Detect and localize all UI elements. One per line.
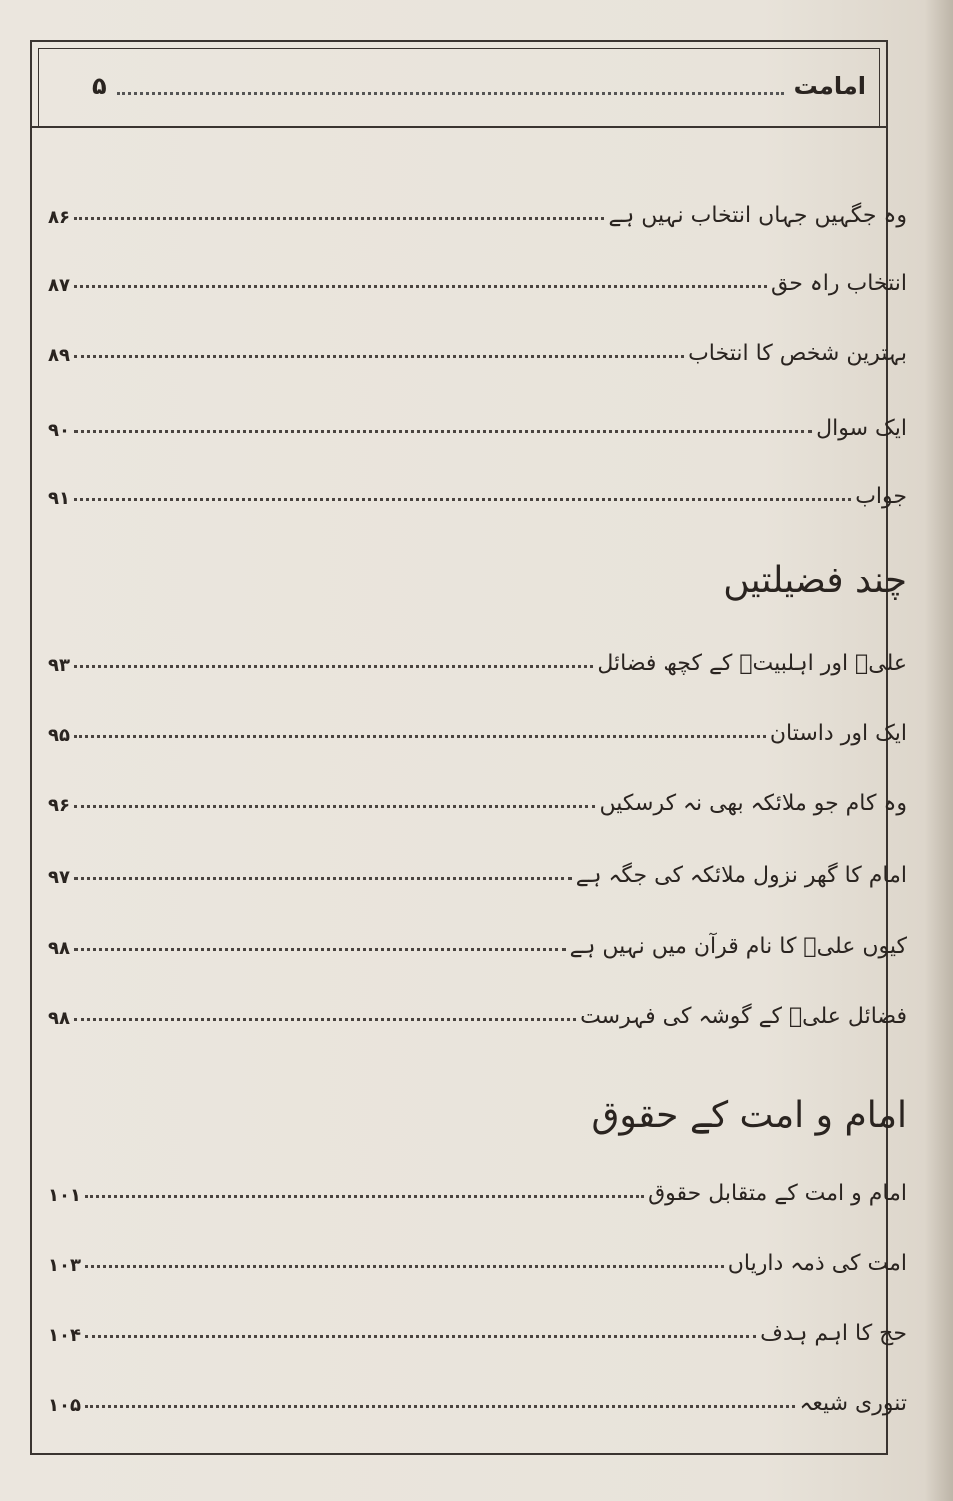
entry-title: تنوری شیعہ bbox=[799, 1391, 907, 1416]
toc-entry[interactable] bbox=[48, 1310, 907, 1346]
toc-entry[interactable] bbox=[48, 1380, 907, 1416]
toc-entry[interactable] bbox=[48, 473, 907, 509]
toc-entry[interactable] bbox=[48, 405, 907, 441]
dot-leader bbox=[74, 1018, 576, 1021]
toc-entry[interactable] bbox=[48, 923, 907, 959]
entry-title: حج کا اہم ہدف bbox=[760, 1321, 907, 1346]
dot-leader bbox=[74, 665, 593, 668]
toc-entry[interactable] bbox=[48, 1240, 907, 1276]
toc-entry[interactable] bbox=[48, 192, 907, 228]
entry-title: امام کا گھر نزول ملائکہ کی جگہ ہے bbox=[575, 863, 907, 888]
dot-leader bbox=[74, 285, 767, 288]
toc-entry[interactable] bbox=[48, 330, 907, 366]
dot-leader bbox=[85, 1335, 756, 1338]
entry-title: امام و امت کے متقابل حقوق bbox=[648, 1181, 907, 1206]
entry-page: ۹۵ bbox=[48, 725, 70, 746]
entry-page: ۸۶ bbox=[48, 207, 70, 228]
entry-page: ۱۰۴ bbox=[48, 1325, 81, 1346]
dot-leader bbox=[74, 877, 572, 880]
entry-title: امت کی ذمہ داریاں bbox=[727, 1251, 907, 1276]
section-heading: چند فضیلتیں bbox=[723, 560, 907, 601]
entry-page: ۹۱ bbox=[48, 488, 70, 509]
entry-page: ۹۰ bbox=[48, 420, 70, 441]
entry-title: بہترین شخص کا انتخاب bbox=[688, 341, 907, 366]
toc-entry[interactable] bbox=[48, 710, 907, 746]
toc-entry[interactable] bbox=[48, 1170, 907, 1206]
toc-entry[interactable] bbox=[48, 780, 907, 816]
entry-title: جواب bbox=[855, 484, 907, 509]
dot-leader bbox=[85, 1405, 795, 1408]
entry-page: ۹۶ bbox=[48, 795, 70, 816]
entry-page: ۹۳ bbox=[48, 655, 70, 676]
entry-page: ۸۷ bbox=[48, 275, 70, 296]
entry-page: ۱۰۳ bbox=[48, 1255, 81, 1276]
running-title: امامت bbox=[793, 72, 866, 100]
section-heading: امام و امت کے حقوق bbox=[591, 1095, 907, 1136]
entry-page: ۱۰۱ bbox=[48, 1185, 81, 1206]
dot-leader bbox=[74, 805, 596, 808]
dot-leader bbox=[74, 217, 604, 220]
dot-leader bbox=[74, 948, 566, 951]
dot-leader bbox=[74, 430, 812, 433]
entry-page: ۹۸ bbox=[48, 938, 70, 959]
dot-leader bbox=[117, 78, 784, 95]
dot-leader bbox=[74, 498, 851, 501]
entry-title: علیؑ اور اہلبیتؑ کے کچھ فضائل bbox=[597, 651, 907, 676]
dot-leader bbox=[74, 735, 766, 738]
entry-title: ایک اور داستان bbox=[769, 721, 907, 746]
running-header bbox=[32, 42, 886, 128]
dot-leader bbox=[74, 355, 684, 358]
dot-leader bbox=[85, 1265, 724, 1268]
dot-leader bbox=[85, 1195, 644, 1198]
entry-title: فضائل علیؑ کے گوشہ کی فہرست bbox=[580, 1004, 907, 1029]
entry-page: ۹۷ bbox=[48, 867, 70, 888]
entry-page: ۹۸ bbox=[48, 1008, 70, 1029]
entry-title: وہ کام جو ملائکہ بھی نہ کرسکیں bbox=[599, 791, 907, 816]
entry-page: ۸۹ bbox=[48, 345, 70, 366]
entry-title: وہ جگہیں جہاں انتخاب نہیں ہے bbox=[608, 203, 907, 228]
entry-title: ایک سوال bbox=[816, 416, 907, 441]
entry-title: کیوں علیؑ کا نام قرآن میں نہیں ہے bbox=[569, 934, 907, 959]
toc-entry[interactable] bbox=[48, 993, 907, 1029]
page-number: ۵ bbox=[92, 72, 107, 100]
entry-title: انتخاب راہ حق bbox=[770, 271, 907, 296]
toc-entry[interactable] bbox=[48, 640, 907, 676]
toc-entry[interactable] bbox=[48, 260, 907, 296]
toc-entry[interactable] bbox=[48, 852, 907, 888]
entry-page: ۱۰۵ bbox=[48, 1395, 81, 1416]
